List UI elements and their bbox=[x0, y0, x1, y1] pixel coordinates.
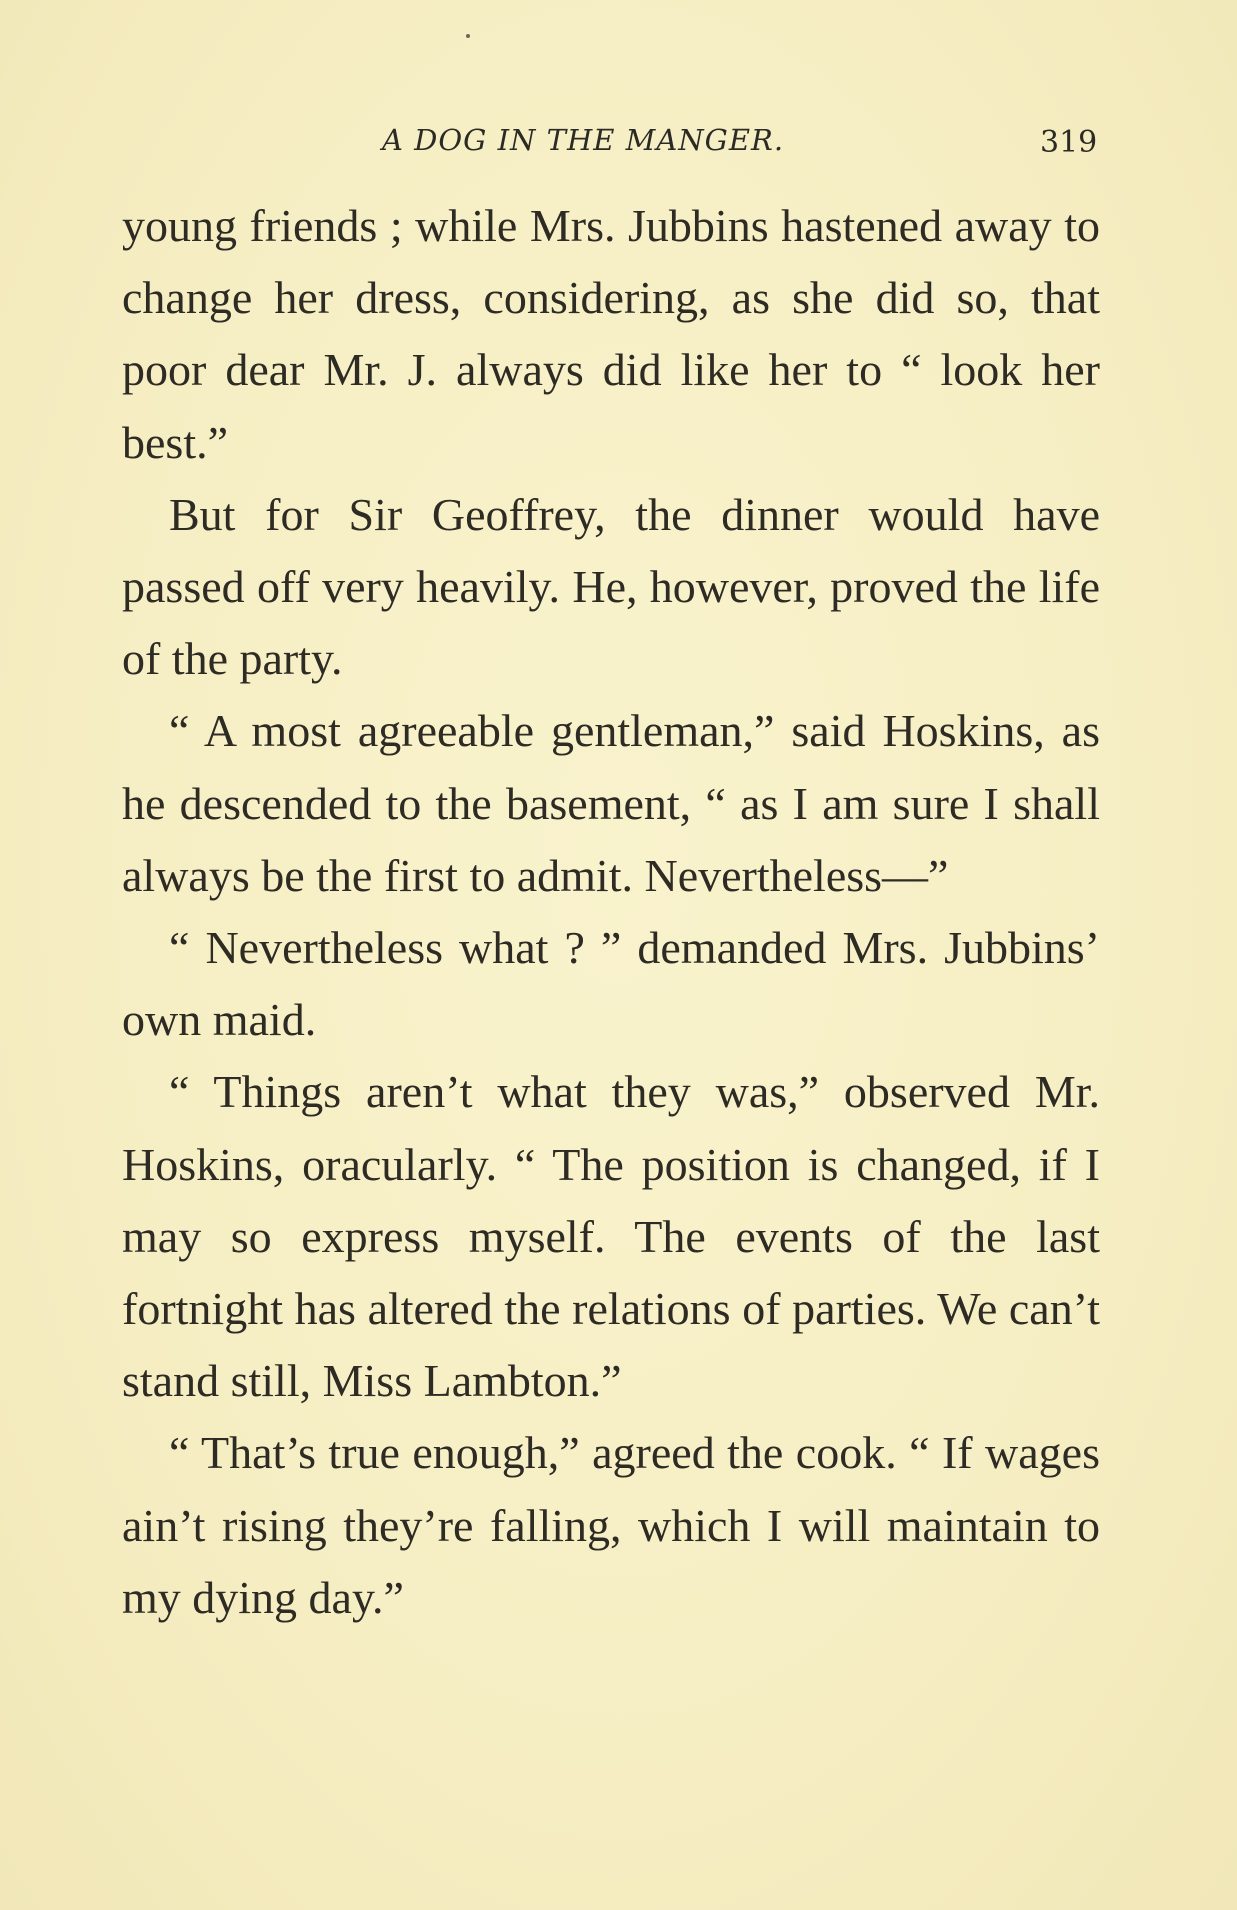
paragraph: “ That’s true enough,” agreed the cook. “ If wages ain’t rising they’re falling, which I will maintain to my dying day.” bbox=[122, 1427, 1100, 1623]
running-title: A DOG IN THE MANGER. bbox=[382, 123, 785, 157]
paragraph: But for Sir Geoffrey, the dinner would have passed off very heavily. He, however, proved the life of the party. bbox=[122, 488, 1100, 685]
page-number: 319 bbox=[1040, 125, 1098, 160]
body-text bbox=[122, 190, 1100, 1634]
running-head bbox=[0, 115, 1237, 165]
ink-speck bbox=[466, 34, 470, 38]
paragraph: young friends ; while Mrs. Jubbins hastened away to change her dress, considering, as she did so, that poor dear Mr. J. always did like her to “ look her best.” bbox=[122, 200, 1100, 468]
paragraph: “ A most agreeable gentleman,” said Hoskins, as he descended to the basement, “ as I am sure I shall always be the first to admit. Nevertheless—” bbox=[122, 705, 1100, 901]
paragraph: “ Things aren’t what they was,” observed Mr. Hoskins, oracularly. “ The position is changed, if I may so express myself. The events of the last fortnight has altered the relations of parties. We can’t stand still, Miss Lambton.” bbox=[122, 1066, 1100, 1407]
paragraph: “ Nevertheless what ? ” demanded Mrs. Jubbins’ own maid. bbox=[122, 922, 1100, 1046]
